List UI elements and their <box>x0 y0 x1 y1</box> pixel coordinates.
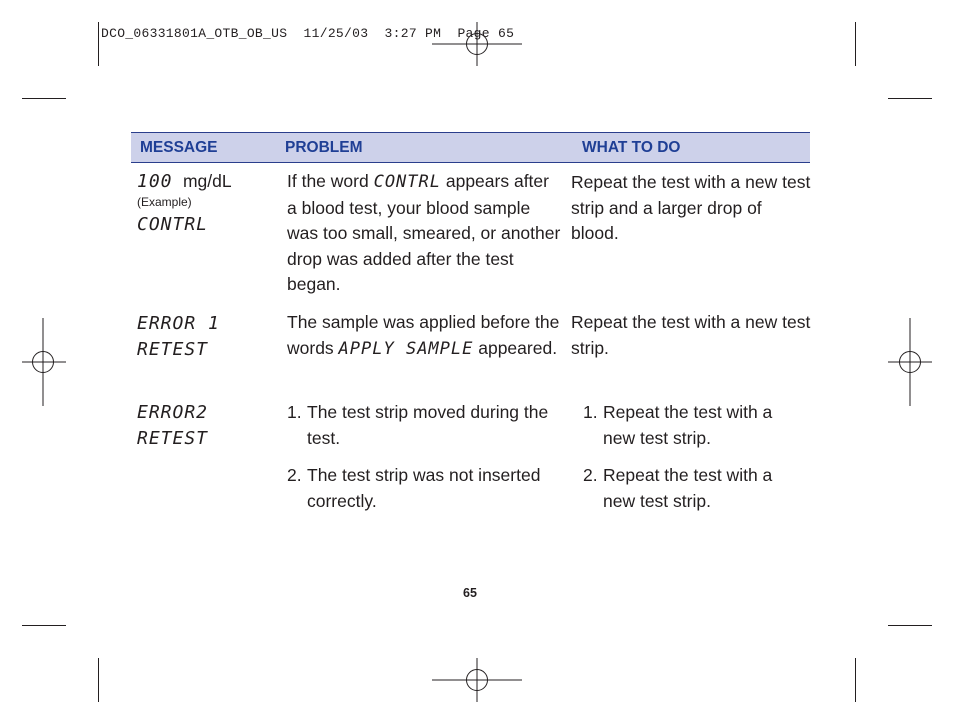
lcd-contrl: CONTRL <box>137 214 209 235</box>
crop-mark-top-right-horizontal <box>888 98 932 99</box>
row-1-message <box>137 169 277 235</box>
row-2-message <box>137 311 277 363</box>
header-what-to-do: WHAT TO DO <box>582 139 681 156</box>
what-to-do-list <box>583 400 798 514</box>
row-1-problem <box>287 169 561 298</box>
registration-mark-left <box>22 318 66 406</box>
row-3-what-to-do <box>583 400 798 514</box>
problem-text-start: If the word <box>287 171 374 191</box>
crop-mark-top-left-vertical <box>98 22 99 66</box>
row-2-problem <box>287 310 561 362</box>
row-3-message <box>137 400 277 452</box>
registration-mark-bottom <box>432 658 522 702</box>
example-note: (Example) <box>137 195 192 209</box>
list-item <box>287 463 561 514</box>
list-item <box>583 463 798 514</box>
list-item-text: Repeat the test with a new test strip. <box>603 465 773 511</box>
crop-mark-top-right-vertical <box>855 22 856 66</box>
problem-text-end: appears after a blood test, your blood sample was too small, smeared, or another drop was added after the test began. <box>287 171 561 294</box>
list-number: 1. <box>287 402 302 422</box>
lcd-contrl-inline: CONTRL <box>373 172 441 192</box>
row-3-problem <box>287 400 561 514</box>
row-1-what-to-do: Repeat the test with a new test strip and a larger drop of blood. <box>571 172 811 243</box>
lcd-error-1: ERROR 1 <box>137 313 220 334</box>
list-number: 2. <box>287 465 302 485</box>
list-item <box>287 400 561 451</box>
problem-text-start: The sample was applied before the words <box>287 312 560 358</box>
header-message: MESSAGE <box>140 139 218 156</box>
header-problem: PROBLEM <box>285 139 363 156</box>
list-number: 1. <box>583 402 598 422</box>
crop-mark-top-left-horizontal <box>22 98 66 99</box>
problem-list <box>287 400 561 514</box>
crop-mark-bottom-right-horizontal <box>888 625 932 626</box>
unit-label: mg/dL <box>182 171 232 191</box>
registration-mark-top <box>432 22 522 66</box>
page-number: 65 <box>463 586 477 600</box>
lcd-retest: RETEST <box>137 428 209 449</box>
lcd-value-100: 100 <box>137 171 173 192</box>
problem-text-end: appeared. <box>473 337 558 358</box>
table-header-band <box>131 132 810 163</box>
crop-mark-bottom-left-vertical <box>98 658 99 702</box>
crop-mark-bottom-left-horizontal <box>22 625 66 626</box>
list-number: 2. <box>583 465 598 485</box>
list-item-text: The test strip was not inserted correctly. <box>307 465 541 511</box>
row-2-what-to-do: Repeat the test with a new test strip. <box>571 312 811 358</box>
list-item <box>583 400 798 451</box>
crop-mark-bottom-right-vertical <box>855 658 856 702</box>
lcd-error-2: ERROR2 <box>137 402 209 423</box>
registration-mark-right <box>888 318 932 406</box>
lcd-retest: RETEST <box>137 339 209 360</box>
list-item-text: Repeat the test with a new test strip. <box>603 402 773 448</box>
slug-line: DCO_06331801A_OTB_OB_US 11/25/03 3:27 PM Page 65 <box>101 26 515 41</box>
lcd-apply-sample-inline: APPLY SAMPLE <box>338 338 474 359</box>
list-item-text: The test strip moved during the test. <box>307 402 549 448</box>
